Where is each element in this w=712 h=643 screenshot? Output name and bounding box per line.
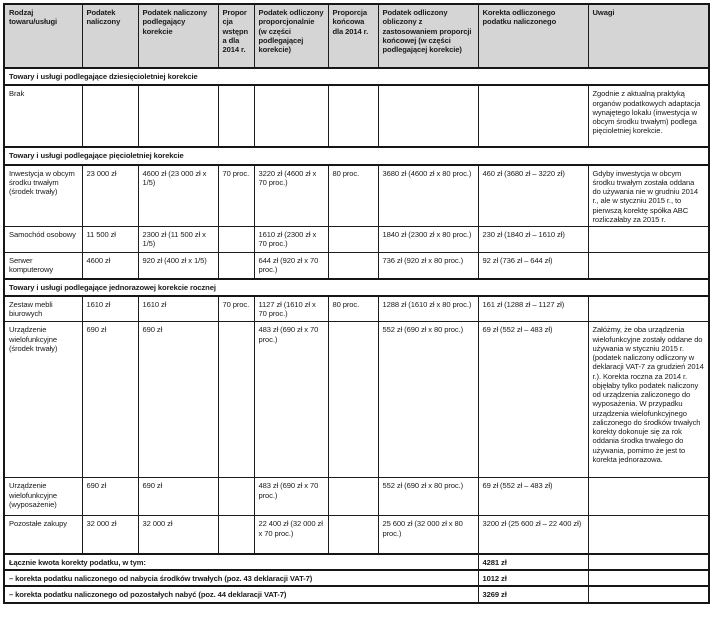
footer-label: – korekta podatku naliczonego od pozostałych nabyć (poz. 44 deklaracji VAT-7) (4, 586, 478, 602)
col-podatek-odliczony-proporcjonalnie-cell: 1610 zł (2300 zł x 70 proc.) (254, 227, 328, 253)
table-row (4, 227, 709, 253)
col-podatek-odliczony-proporcjonalnie-cell: 1127 zł (1610 zł x 70 proc.) (254, 296, 328, 322)
col-proporcja-wstepna-cell: 70 proc. (218, 296, 254, 322)
header-row (4, 4, 709, 68)
col-podatek-odliczony-proporcja-koncowa-cell (378, 85, 478, 147)
footer-value: 1012 zł (478, 570, 588, 586)
col-proporcja-wstepna-cell (218, 227, 254, 253)
col-korekta-odliczonego-podatku-cell: 460 zł (3680 zł – 3220 zł) (478, 165, 588, 227)
col-podatek-podlegajacy-korekcie-cell: 690 zł (138, 322, 218, 478)
col-uwagi-cell: Zgodnie z aktualną praktyką organów podatkowych adaptacja wynajętego lokalu (inwestycja w obcym środku trwałym) podlega pięcioletniej korekcie. (588, 85, 709, 147)
col-uwagi-header: Uwagi (588, 4, 709, 68)
section-title: Towary i usługi podlegające jednorazowej korekcie rocznej (4, 279, 709, 296)
col-podatek-odliczony-proporcja-koncowa-cell: 25 600 zł (32 000 zł x 80 proc.) (378, 516, 478, 554)
col-podatek-naliczony-cell: 690 zł (82, 478, 138, 516)
col-proporcja-koncowa-cell (328, 516, 378, 554)
col-korekta-odliczonego-podatku-cell: 69 zł (552 zł – 483 zł) (478, 322, 588, 478)
col-podatek-naliczony-cell: 1610 zł (82, 296, 138, 322)
col-uwagi-cell: Załóżmy, że oba urządzenia wielofunkcyjne zostały oddane do używania w styczniu 2015 r. (podatek naliczony odliczony w deklaracji VAT-7 za grudzień 2014 r.). Korekta roczna za 2014 r. objęłaby tylko podatek naliczony od urządzenia zaliczonego do wyposażenia. W przypadku urządzenia wielofunkcyjnego zaliczonego do środków trwałych korekty dokonuje się za rok oddania środka trwałego do używania, pomimo że jest to korekta jednorazowa. (588, 322, 709, 478)
table-row (4, 516, 709, 554)
table-header (4, 4, 709, 68)
col-proporcja-koncowa-header: Proporcja końcowa dla 2014 r. (328, 4, 378, 68)
col-proporcja-koncowa-cell (328, 478, 378, 516)
footer-uwagi-cell (588, 554, 709, 570)
col-uwagi-cell: Gdyby inwestycja w obcym środku trwałym została oddana do używania nie w grudniu 2014 r., ale w styczniu 2015 r., to pierwszą korektę spółka ABC rozliczałaby za 2015 r. (588, 165, 709, 227)
col-proporcja-wstepna-cell (218, 253, 254, 279)
col-rodzaj-cell: Pozostałe zakupy (4, 516, 82, 554)
col-podatek-naliczony-cell: 32 000 zł (82, 516, 138, 554)
col-podatek-odliczony-proporcja-koncowa-cell: 552 zł (690 zł x 80 proc.) (378, 322, 478, 478)
col-rodzaj-cell: Zestaw mebli biurowych (4, 296, 82, 322)
col-proporcja-koncowa-cell: 80 proc. (328, 165, 378, 227)
table-row (4, 322, 709, 478)
col-proporcja-wstepna-cell: 70 proc. (218, 165, 254, 227)
col-podatek-odliczony-proporcja-koncowa-cell: 3680 zł (4600 zł x 80 proc.) (378, 165, 478, 227)
col-podatek-odliczony-proporcjonalnie-header: Podatek odliczony proporcjonalnie (w części podlegającej korekcie) (254, 4, 328, 68)
footer-label: Łącznie kwota korekty podatku, w tym: (4, 554, 478, 570)
col-uwagi-cell (588, 516, 709, 554)
footer-value: 3269 zł (478, 586, 588, 602)
col-podatek-odliczony-proporcjonalnie-cell: 483 zł (690 zł x 70 proc.) (254, 322, 328, 478)
col-korekta-odliczonego-podatku-cell: 230 zł (1840 zł – 1610 zł) (478, 227, 588, 253)
col-podatek-podlegajacy-korekcie-cell: 4600 zł (23 000 zł x 1/5) (138, 165, 218, 227)
col-proporcja-wstepna-cell (218, 516, 254, 554)
table-row (4, 478, 709, 516)
section-header-row (4, 68, 709, 85)
col-korekta-odliczonego-podatku-header: Korekta odliczonego podatku naliczonego (478, 4, 588, 68)
col-podatek-naliczony-header: Podatek naliczony (82, 4, 138, 68)
col-korekta-odliczonego-podatku-cell: 69 zł (552 zł – 483 zł) (478, 478, 588, 516)
table-row (4, 253, 709, 279)
table-row (4, 165, 709, 227)
col-podatek-odliczony-proporcjonalnie-cell: 644 zł (920 zł x 70 proc.) (254, 253, 328, 279)
col-korekta-odliczonego-podatku-cell: 161 zł (1288 zł – 1127 zł) (478, 296, 588, 322)
col-rodzaj-cell: Inwestycja w obcym środku trwałym (środek trwały) (4, 165, 82, 227)
col-podatek-naliczony-cell: 690 zł (82, 322, 138, 478)
col-podatek-odliczony-proporcja-koncowa-header: Podatek odliczony obliczony z zastosowaniem proporcji końcowej (w części podlegającej korekcie) (378, 4, 478, 68)
col-uwagi-cell (588, 253, 709, 279)
col-uwagi-cell (588, 478, 709, 516)
col-rodzaj-cell: Brak (4, 85, 82, 147)
col-podatek-odliczony-proporcjonalnie-cell (254, 85, 328, 147)
col-podatek-odliczony-proporcja-koncowa-cell: 552 zł (690 zł x 80 proc.) (378, 478, 478, 516)
table-row (4, 296, 709, 322)
table-row (4, 85, 709, 147)
col-podatek-odliczony-proporcjonalnie-cell: 22 400 zł (32 000 zł x 70 proc.) (254, 516, 328, 554)
col-podatek-podlegajacy-korekcie-cell: 2300 zł (11 500 zł x 1/5) (138, 227, 218, 253)
col-rodzaj-cell: Samochód osobowy (4, 227, 82, 253)
footer-row (4, 554, 709, 570)
col-uwagi-cell (588, 227, 709, 253)
col-korekta-odliczonego-podatku-cell: 3200 zł (25 600 zł – 22 400 zł) (478, 516, 588, 554)
col-rodzaj-header: Rodzaj towaru/usługi (4, 4, 82, 68)
col-podatek-podlegajacy-korekcie-cell: 690 zł (138, 478, 218, 516)
col-podatek-podlegajacy-korekcie-header: Podatek naliczony podlegający korekcie (138, 4, 218, 68)
col-podatek-podlegajacy-korekcie-cell: 920 zł (400 zł x 1/5) (138, 253, 218, 279)
col-podatek-naliczony-cell (82, 85, 138, 147)
col-podatek-naliczony-cell: 4600 zł (82, 253, 138, 279)
col-podatek-odliczony-proporcjonalnie-cell: 3220 zł (4600 zł x 70 proc.) (254, 165, 328, 227)
col-proporcja-wstepna-cell (218, 322, 254, 478)
col-podatek-odliczony-proporcja-koncowa-cell: 1288 zł (1610 zł x 80 proc.) (378, 296, 478, 322)
section-header-row (4, 147, 709, 164)
col-rodzaj-cell: Urządzenie wielofunkcyjne (wyposażenie) (4, 478, 82, 516)
col-rodzaj-cell: Urządzenie wielofunkcyjne (środek trwały) (4, 322, 82, 478)
col-podatek-naliczony-cell: 11 500 zł (82, 227, 138, 253)
col-podatek-odliczony-proporcja-koncowa-cell: 736 zł (920 zł x 80 proc.) (378, 253, 478, 279)
footer-value: 4281 zł (478, 554, 588, 570)
col-proporcja-wstepna-cell (218, 478, 254, 516)
col-podatek-podlegajacy-korekcie-cell: 1610 zł (138, 296, 218, 322)
col-proporcja-koncowa-cell (328, 253, 378, 279)
col-uwagi-cell (588, 296, 709, 322)
col-proporcja-wstepna-cell (218, 85, 254, 147)
table-body (4, 68, 709, 603)
col-rodzaj-cell: Serwer komputerowy (4, 253, 82, 279)
footer-uwagi-cell (588, 586, 709, 602)
vat-correction-table (3, 3, 710, 604)
col-proporcja-wstepna-header: Proporcja wstępna dla 2014 r. (218, 4, 254, 68)
col-podatek-odliczony-proporcja-koncowa-cell: 1840 zł (2300 zł x 80 proc.) (378, 227, 478, 253)
col-proporcja-koncowa-cell (328, 227, 378, 253)
col-proporcja-koncowa-cell: 80 proc. (328, 296, 378, 322)
col-proporcja-koncowa-cell (328, 322, 378, 478)
footer-uwagi-cell (588, 570, 709, 586)
footer-row (4, 570, 709, 586)
col-proporcja-koncowa-cell (328, 85, 378, 147)
footer-label: – korekta podatku naliczonego od nabycia środków trwałych (poz. 43 deklaracji VAT-7) (4, 570, 478, 586)
col-korekta-odliczonego-podatku-cell: 92 zł (736 zł – 644 zł) (478, 253, 588, 279)
col-podatek-naliczony-cell: 23 000 zł (82, 165, 138, 227)
col-podatek-odliczony-proporcjonalnie-cell: 483 zł (690 zł x 70 proc.) (254, 478, 328, 516)
col-podatek-podlegajacy-korekcie-cell (138, 85, 218, 147)
col-podatek-podlegajacy-korekcie-cell: 32 000 zł (138, 516, 218, 554)
col-korekta-odliczonego-podatku-cell (478, 85, 588, 147)
section-title: Towary i usługi podlegające dziesięcioletniej korekcie (4, 68, 709, 85)
section-header-row (4, 279, 709, 296)
footer-row (4, 586, 709, 602)
section-title: Towary i usługi podlegające pięcioletniej korekcie (4, 147, 709, 164)
